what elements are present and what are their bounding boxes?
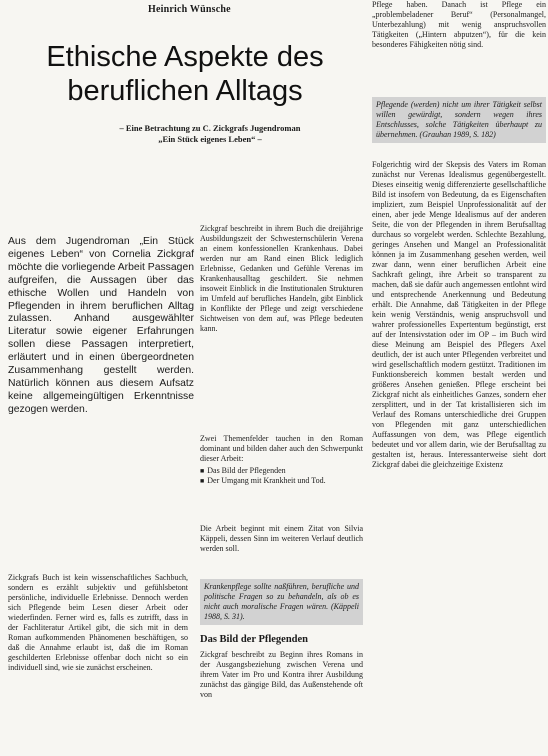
article-subtitle [60,123,360,145]
column-3-paragraph: Folgerichtig wird der Skepsis des Vaters im Roman zunächst nur Verenas Idealismus gegenübergestellt. Dieses einseitig wenig differenzierte gesellschaftliche Bild ist insofern von Bedeutung, da es Eigenschaften impliziert, zum Beispiel Unprofessionalität auf der einen, aber jede Menge Idealismus auf der anderen Seite, die von der Pflegenden in ihrem Berufsalltag durchaus so vorgelebt werden. Schlechte Bezahlung, geringes Ansehen und Mangel an Professionalität können ja im Zusammenhang gesehen werden, weil zwar dann, wenn einer beruflichen Arbeit eine Sachkraft gelingt, ihre Arbeit so transparent zu machen, daß sie dafür auch angemessen entlohnt wird und entsprechende Anerkennung und Bedeutung erhält. Die Annahme, daß Tätigkeiten in der Pflege kein wenig Verständnis, wenig anspruchsvoll und wahrer professionelles Expertentum begünstigt, erst auf der Intensivstation oder im OP – im Buch wird diese Meinung am Beispiel des Pflegers Axel deutlich, der ist auch unter Pflegenden verbreitet und wird gesellschaftlich modern gestützt. Traditionen im Funktionsbereich kommen bestalt werden und größeres Ansehen genießen. Pflege erscheint bei Zickgraf nicht als einheitliches Ganzes, sondern eher zersplittert, und in der Tat kristallisieren sich im Verlauf des Romans unterschiedliche drei Gruppen von Pflegenden mit ganz unterschiedlichen Auffassungen von dem, was Pflege eigentlich bedeutet und vor allem darin, wie der Berufsalltag zu gestalten ist, heraus. Interessanterweise sieht dort Zickgraf dabei die gleichzeitige Existenz [372,160,546,469]
section-paragraph: Zickgraf beschreibt zu Beginn ihres Romans in der Ausgangsbeziehung zwischen Verena und ihrem Vater im Pro und Kontra ihrer Ausbildung zunächst das gängige Bild, das Außenstehende oft von [200,650,363,699]
author-name: Heinrich Wünsche [148,4,231,15]
title-line-1: Ethische Aspekte des [46,41,324,73]
themes-block [200,434,363,486]
themes-list-item: ■ Der Umgang mit Krankheit und Tod. [200,476,363,486]
column-2-paragraph: Zickgraf beschreibt in ihrem Buch die dreijährige Ausbildungszeit der Schwesternschülerin Verena an einem konfessionellen Krankenhaus. Dabei werden nur am Rand einen Blick lediglich Erlebnisse, Gedanken und Gefühle Verenas im Krankenhausalltag geschildert. Sie nehmen insoweit Einblick in die Institutionalen Strukturen im Umfeld auf berufliches Handeln, gibt Einblick in Konflikte der Pflege und zeigt verschiedene Sichtweisen von dem auf, was Pflege bedeuten kann. [200,224,363,333]
column-3-text [372,160,546,470]
intro-paragraph: Aus dem Jugendroman „Ein Stück eigenes Leben“ von Cornelia Zickgraf möchte die vorliegende Arbeit Passagen aufgreifen, die Aussagen über das ethische Wollen und Handeln von Pflegenden in ihrem beruflichen Alltag zulassen. Anhand ausgewählter Literatur sowie eigener Erfahrungen sollen diese Passagen interpretiert, erläutert und in einen übergeordneten Zusammenhang gestellt werden. Natürlich können aus diesem Aufsatz keine allgemeingültigen Erkenntnisse gezogen werden. [8,236,194,415]
column-2-text [200,224,363,334]
subtitle-line-1: – Eine Betrachtung zu C. Zickgrafs Jugendroman [119,123,301,133]
themes-intro: Zwei Themenfelder tauchen in den Roman dominant und bilden daher auch den Schwerpunkt dieser Arbeit: [200,434,363,463]
column-2-bottom-text [200,650,363,700]
column-2-after-themes [200,524,363,554]
section-heading: Das Bild der Pflegenden [200,634,309,645]
title-line-2: beruflichen Alltags [67,75,303,107]
themes-list-item: ■ Das Bild der Pflegenden [200,466,363,476]
themes-list [200,466,363,486]
kaeppeli-intro: Die Arbeit beginnt mit einem Zitat von Silvia Käppeli, dessen Sinn im weiteren Verlauf deutlich werden soll. [200,524,363,553]
quote-grauhan: Pflegende (werden) nicht um ihrer Tätigkeit selbst willen gewürdigt, sondern wegen ihres Entschlusses, solche Tätigkeiten überhaupt zu übernehmen. (Grauhan 1989, S. 182) [372,97,546,143]
column-1-paragraph: Zickgrafs Buch ist kein wissenschaftliches Sachbuch, sondern es erzählt subjektiv und gefühlsbetont persönliche, individuelle Erlebnisse. Dennoch werden sich Pflegende beim Lesen dieser Arbeit oder wiederfinden. Ferner wird es, falls es zutrifft, dass in der Fachliteratur Artikel gibt, die sich mit in dem Roman aufkommenden Phänomenen beschäftigen, so daß die Annahme erlaubt ist, daß die im Roman geschilderten Erlebnisse offenbar doch nicht so ein individuell sind, wie sie zunächst erscheinen. [8,573,188,672]
column-1-text [8,573,188,673]
quote-kaeppeli: Krankenpflege sollte naßführen, berufliche und politische Fragen so zu behandeln, als ob es nicht auch moralische Fragen wären. (Käppeli 1988, S. 31). [200,579,363,625]
column-3-top-text [372,0,546,50]
column-3-top-paragraph: Pflege haben. Danach ist Pflege ein „problembeladener Beruf“ (Personalmangel, Unterbezahlung) mit wenig anspruchsvollen Tätigkeiten („Hintern abputzen“), für die kein besonderes Fähigkeiten nötig sind. [372,0,546,49]
article-title [10,40,360,108]
subtitle-line-2: „Ein Stück eigenes Leben“ – [158,134,262,144]
